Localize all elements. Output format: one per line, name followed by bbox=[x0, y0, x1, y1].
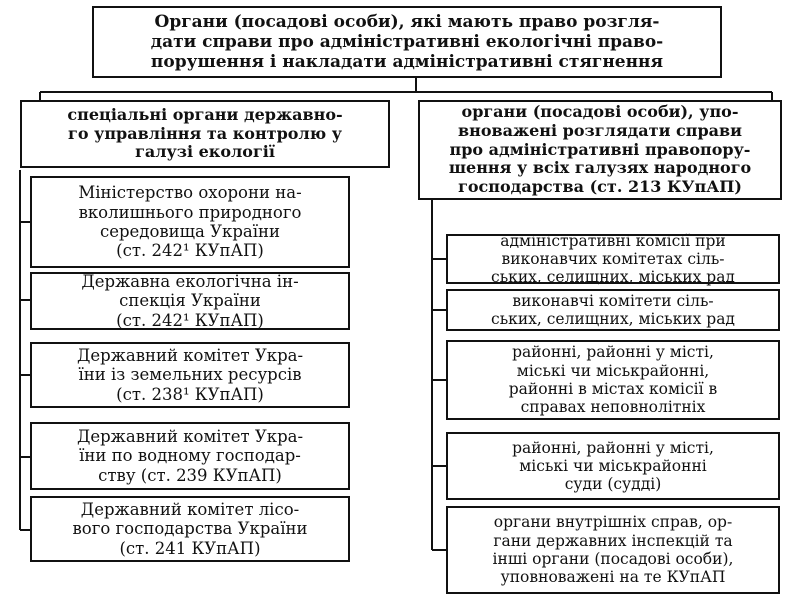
right-item-3-text: районні, районні у місті, міські чи міськрайонні, районні в містах комісії в справах неповнолітніх bbox=[508, 343, 718, 417]
left-branch-header bbox=[20, 100, 390, 168]
right-item-1-text: адміністративні комісії при виконавчих комітетах сіль- ських, селищних, міських рад bbox=[491, 231, 735, 287]
right-branch-header bbox=[418, 100, 782, 200]
right-item-5 bbox=[446, 506, 780, 594]
right-item-4-text: районні, районні у місті, міські чи міськрайонні суди (судді) bbox=[512, 438, 714, 494]
root-text: Органи (посадові особи), які мають право розгля- дати справи про адміністративні екологічні право- порушення і накладати адміністративні стягнення bbox=[150, 11, 664, 73]
root-box bbox=[92, 6, 722, 78]
right-item-3 bbox=[446, 340, 780, 420]
left-item-5-text: Державний комітет лісо- вого господарства України (ст. 241 КУпАП) bbox=[72, 499, 308, 558]
left-item-1 bbox=[30, 176, 350, 268]
right-branch-header-text: органи (посадові особи), упо- вноважені розглядати справи про адміністративні правопору- шення у всіх галузях народного господарства (ст. 213 КУпАП) bbox=[448, 101, 752, 197]
right-item-2-text: виконавчі комітети сіль- ських, селищних, міських рад bbox=[491, 291, 735, 328]
left-item-3-text: Державний комітет Укра- їни із земельних ресурсів (ст. 238¹ КУпАП) bbox=[76, 345, 304, 404]
right-item-5-text: органи внутрішніх справ, ор- гани державних інспекцій та інші органи (посадові особи), уповноважені на те КУпАП bbox=[492, 513, 734, 587]
left-item-3 bbox=[30, 342, 350, 408]
left-item-2 bbox=[30, 272, 350, 330]
left-item-5 bbox=[30, 496, 350, 562]
left-branch-header-text: спеціальні органи державно- го управління та контролю у галузі екології bbox=[67, 104, 343, 162]
right-item-2 bbox=[446, 289, 780, 331]
left-item-2-text: Державна екологічна ін- спекція України (ст. 242¹ КУпАП) bbox=[81, 271, 299, 330]
right-item-1 bbox=[446, 231, 780, 287]
right-item-4 bbox=[446, 432, 780, 500]
left-item-4 bbox=[30, 422, 350, 490]
left-item-1-text: Міністерство охорони на- вколишнього природного середовища України (ст. 242¹ КУпАП) bbox=[78, 183, 302, 261]
left-item-4-text: Державний комітет Укра- їни по водному господар- ству (ст. 239 КУпАП) bbox=[76, 426, 304, 485]
